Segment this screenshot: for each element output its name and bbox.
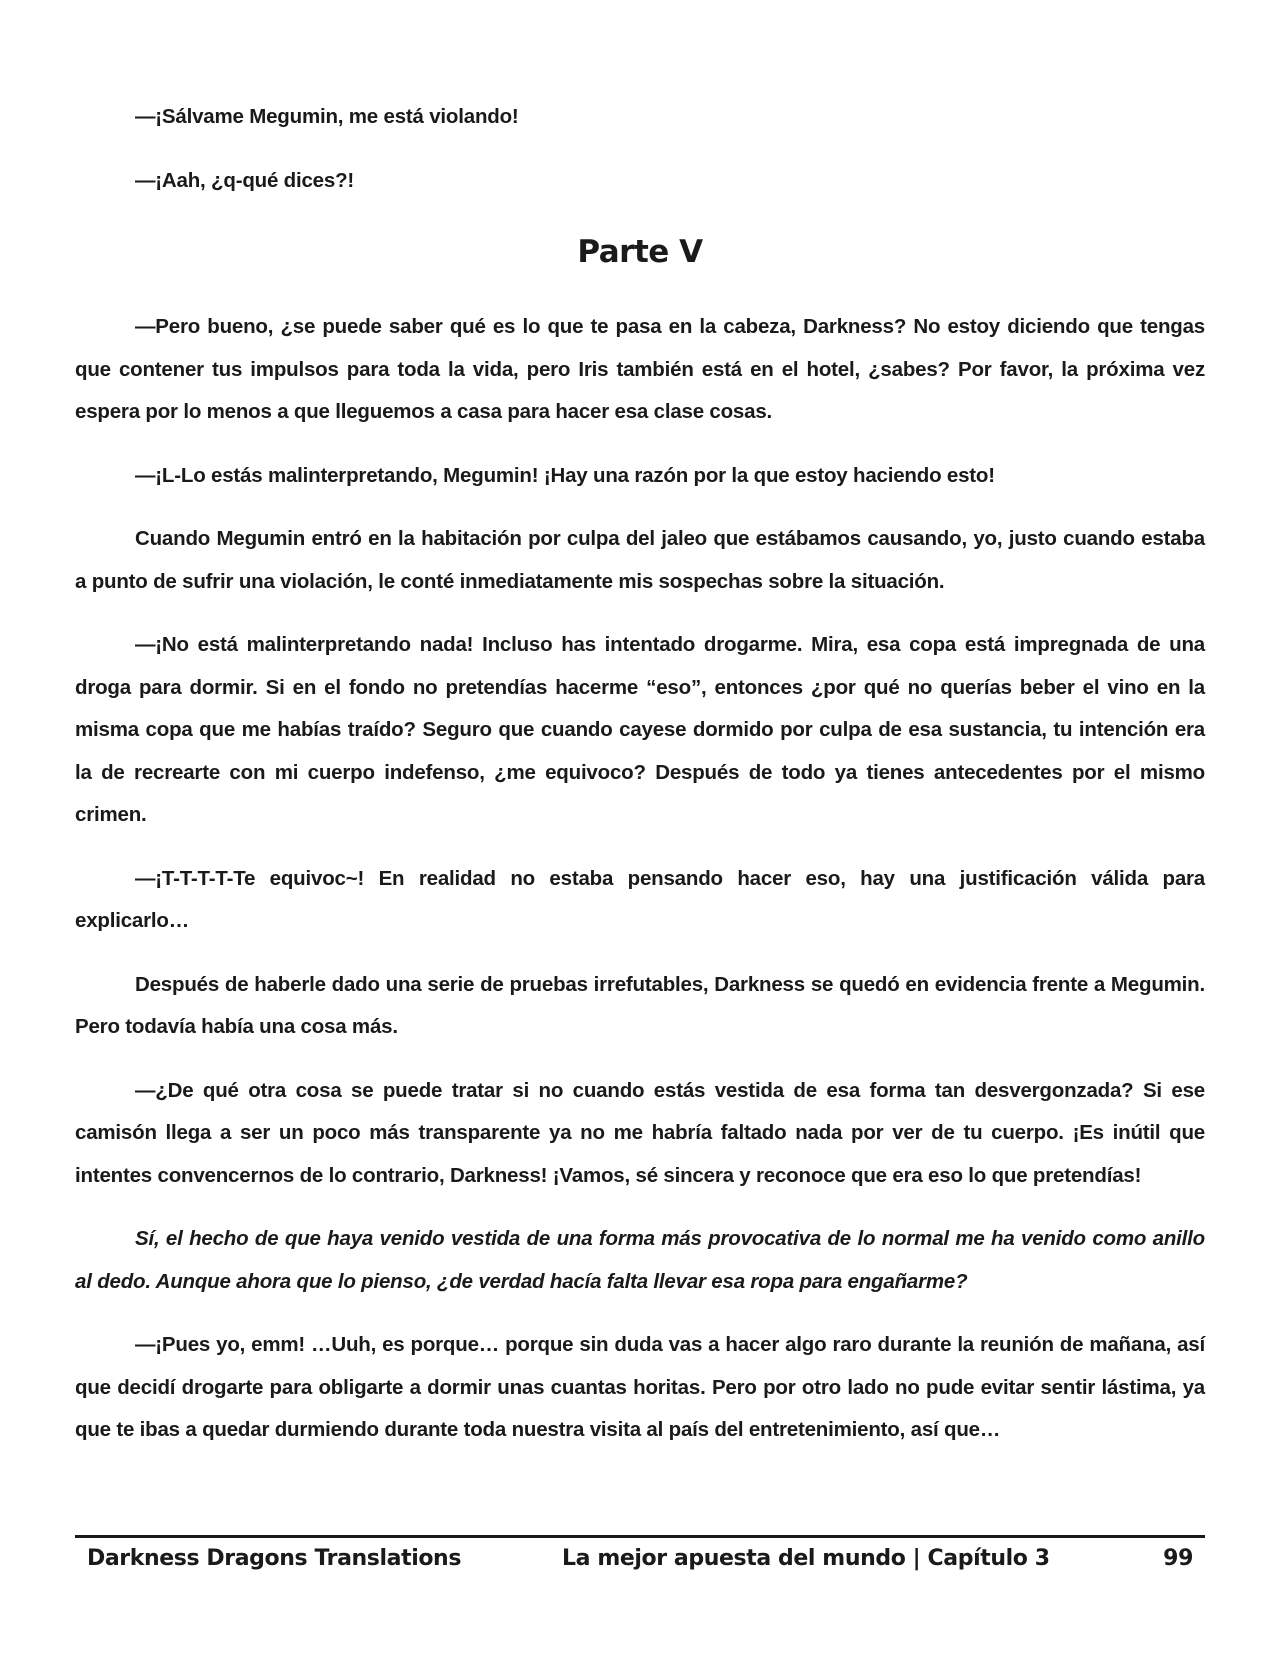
paragraph: —¿De qué otra cosa se puede tratar si no cuando estás vestida de esa forma tan desvergonzada? Si ese camisón llega a ser un poco más transparente ya no me habría faltado nada por ver de tu cuerpo. ¡Es inútil que intentes convencernos de lo contrario, Darkness! ¡Vamos, sé sincera y reconoce que era eso lo que pretendías! — [75, 1078, 1205, 1187]
paragraph-italic-thought: Sí, el hecho de que haya venido vestida de una forma más provocativa de lo normal me ha venido como anillo al dedo. Aunque ahora que lo pienso, ¿de verdad hacía falta llevar esa ropa para engañarme? — [75, 1227, 1205, 1293]
paragraph: —¡No está malinterpretando nada! Incluso has intentado drogarme. Mira, esa copa está impregnada de una droga para dormir. Si en el fondo no pretendías hacerme “eso”, entonces ¿por qué no querías beber el vino en la misma copa que me habías traído? Seguro que cuando cayese dormido por culpa de esa sustancia, tu intención era la de recrearte con mi cuerpo indefenso, ¿me equivoco? Después de todo ya tienes antecedentes por el mismo crimen. — [75, 633, 1205, 826]
paragraph: —¡T-T-T-T-Te equivoc~! En realidad no estaba pensando hacer eso, hay una justificación válida para explicarlo… — [75, 866, 1205, 932]
page-footer — [75, 1546, 1205, 1580]
paragraph: —¡L-Lo estás malinterpretando, Megumin! ¡Hay una razón por la que estoy haciendo esto! — [135, 463, 995, 487]
paragraph: —¡Sálvame Megumin, me está violando! — [135, 105, 519, 128]
section-heading: Parte V — [577, 234, 703, 270]
page-number: 99 — [1163, 1546, 1193, 1571]
body-text — [75, 96, 1205, 1452]
footer-chapter-title: La mejor apuesta del mundo | Capítulo 3 — [562, 1546, 1050, 1571]
paragraph: Después de haberle dado una serie de pruebas irrefutables, Darkness se quedó en evidencia frente a Megumin. Pero todavía había una cosa más. — [75, 972, 1205, 1038]
paragraph: Cuando Megumin entró en la habitación por culpa del jaleo que estábamos causando, yo, justo cuando estaba a punto de sufrir una violación, le conté inmediatamente mis sospechas sobre la situación. — [75, 527, 1205, 593]
paragraph: —¡Aah, ¿q-qué dices?! — [135, 168, 355, 192]
footer-divider — [75, 1535, 1205, 1538]
paragraph: —¡Pues yo, emm! …Uuh, es porque… porque sin duda vas a hacer algo raro durante la reunión de mañana, así que decidí drogarte para obligarte a dormir unas cuantas horitas. Pero por otro lado no pude evitar sentir lástima, ya que te ibas a quedar durmiendo durante toda nuestra visita al país del entretenimiento, así que… — [75, 1333, 1205, 1441]
footer-translator-credit: Darkness Dragons Translations — [87, 1546, 462, 1571]
paragraph: —Pero bueno, ¿se puede saber qué es lo que te pasa en la cabeza, Darkness? No estoy diciendo que tengas que contener tus impulsos para toda la vida, pero Iris también está en el hotel, ¿sabes? Por favor, la próxima vez espera por lo menos a que lleguemos a casa para hacer esa clase cosas. — [75, 315, 1205, 423]
